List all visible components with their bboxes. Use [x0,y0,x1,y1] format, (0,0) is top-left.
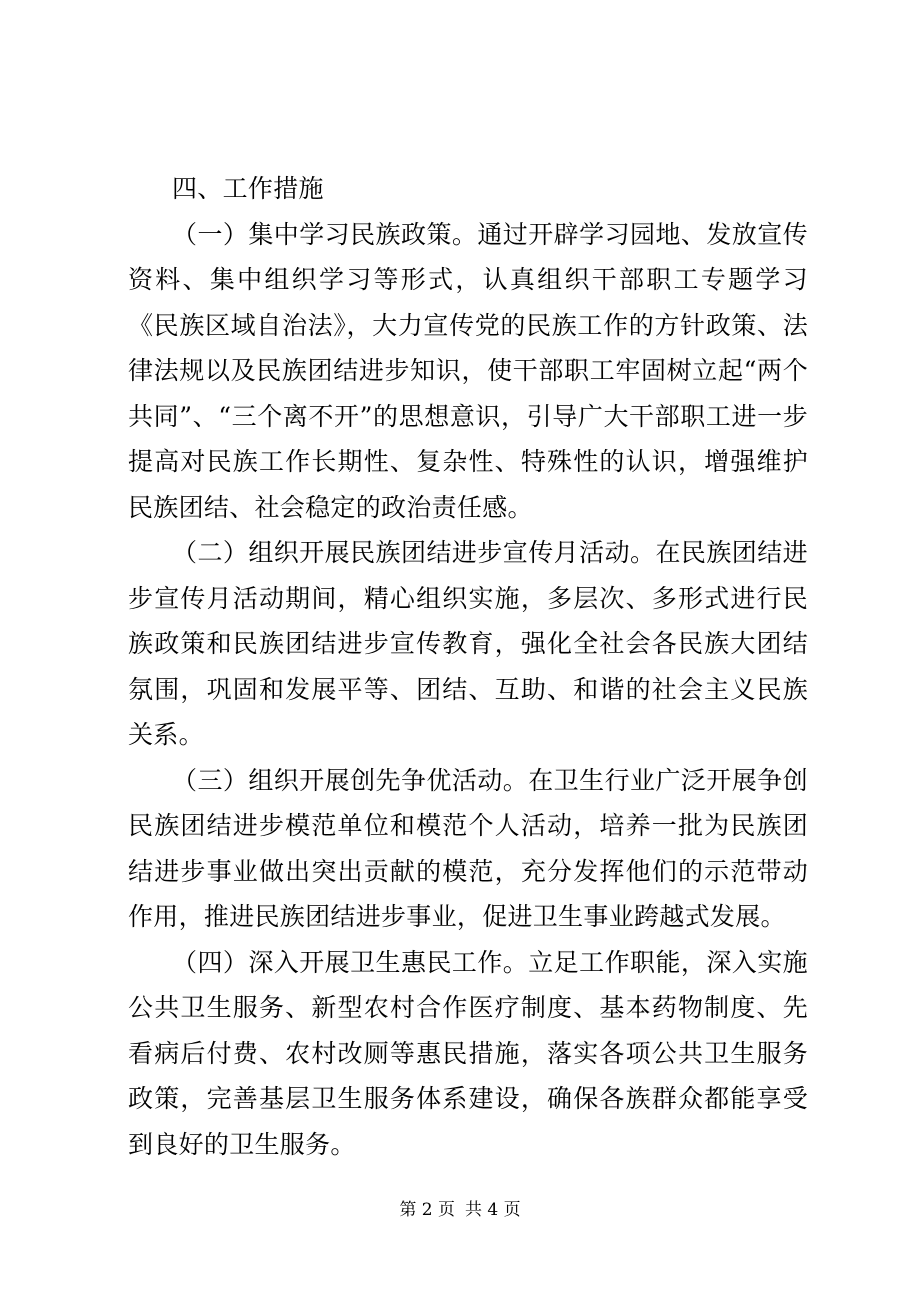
section-heading: 四、工作措施 [172,174,324,203]
page-number: 第 2 页 [399,1200,455,1220]
paragraph-4: （四）深入开展卫生惠民工作。立足工作职能，深入实施公共卫生服务、新型农村合作医疗制度、基本药物制度、先看病后付费、农村改厕等惠民措施，落实各项公共卫生服务政策，完善基层卫生服务体系建设，确保各族群众都能享受到良好的卫生服务。 [128,947,808,1159]
page-footer [0,1198,920,1222]
paragraph-3: （三）组织开展创先争优活动。在卫生行业广泛开展争创民族团结进步模范单位和模范个人活动，培养一批为民族团结进步事业做出突出贡献的模范，充分发挥他们的示范带动作用，推进民族团结进步事业，促进卫生事业跨越式发展。 [128,765,808,931]
document-body [128,166,808,1167]
paragraph-2: （二）组织开展民族团结进步宣传月活动。在民族团结进步宣传月活动期间，精心组织实施，多层次、多形式进行民族政策和民族团结进步宣传教育，强化全社会各民族大团结氛围，巩固和发展平等、团结、互助、和谐的社会主义民族关系。 [128,538,808,749]
page-total: 共 4 页 [465,1200,521,1220]
paragraph-1: （一）集中学习民族政策。通过开辟学习园地、发放宣传资料、集中组织学习等形式，认真组织干部职工专题学习《民族区域自治法》，大力宣传党的民族工作的方针政策、法律法规以及民族团结进步知识，使干部职工牢固树立起“两个共同”、“三个离不开”的思想意识，引导广大干部职工进一步提高对民族工作长期性、复杂性、特殊性的认识，增强维护民族团结、社会稳定的政治责任感。 [128,219,808,522]
